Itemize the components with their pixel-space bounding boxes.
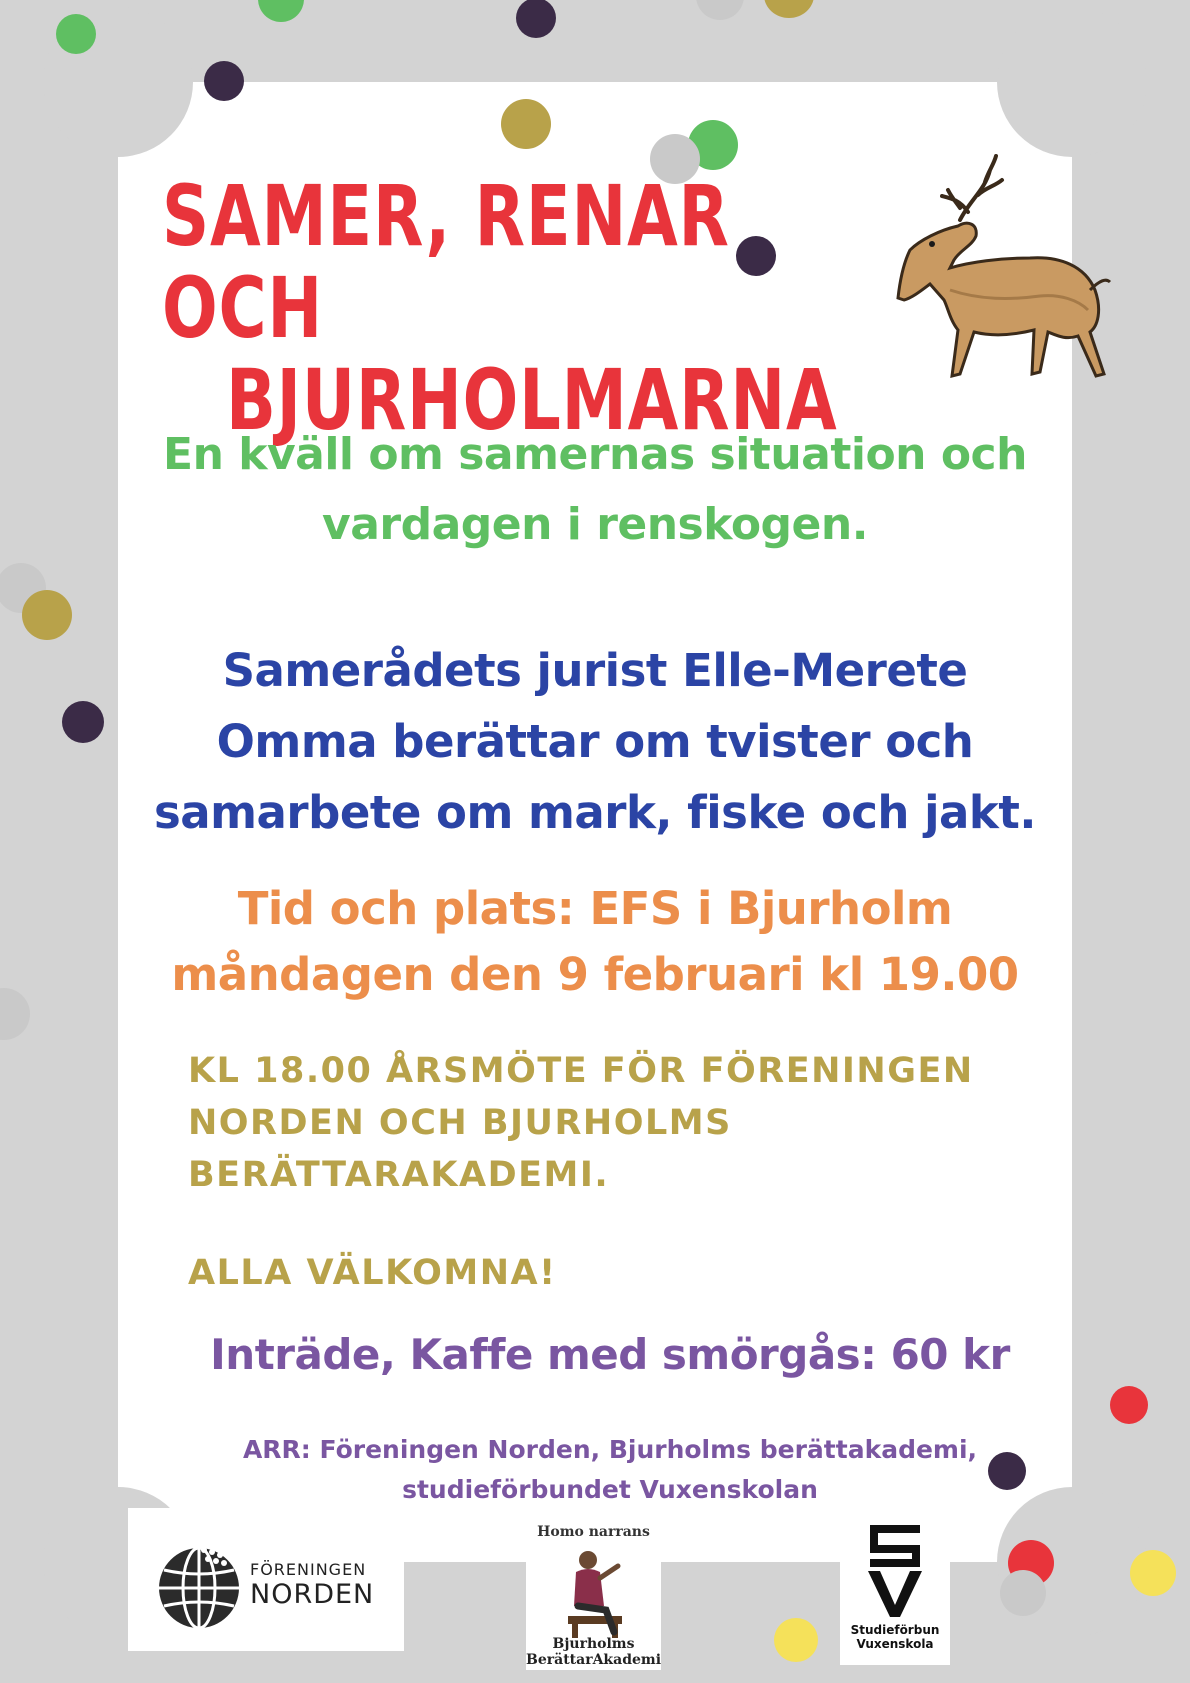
confetti-dot (62, 701, 104, 743)
confetti-dot (1130, 1550, 1176, 1596)
event-subtitle (118, 420, 1072, 560)
homo-logo-bottom (526, 1636, 661, 1668)
organizers-line-1: ARR: Föreningen Norden, Bjurholms berättakademi, (242, 1435, 978, 1464)
annual-meeting-line-2: NORDEN OCH BJURHOLMS (188, 1103, 732, 1143)
organizers (160, 1430, 1060, 1510)
page-title (162, 167, 838, 449)
storyteller-illustration (554, 1544, 634, 1639)
logo-bjurholms-berattarakademi (526, 1520, 661, 1670)
subtitle-line-1: En kväll om samernas situation och (163, 429, 1027, 480)
sv-logo-line-2: Vuxenskola (856, 1637, 934, 1651)
confetti-dot (22, 590, 72, 640)
speaker-description (118, 635, 1072, 848)
time-place-line-2: måndagen den 9 februari kl 19.00 (171, 948, 1019, 1001)
logo-studieforbundet-vuxenskolan (840, 1515, 950, 1665)
norden-logo-line-1: FÖRENINGEN (250, 1560, 367, 1579)
title-line-2: BJURHOLMARNA (225, 351, 838, 449)
homo-logo-top: Homo narrans (537, 1524, 650, 1540)
confetti-dot (501, 99, 551, 149)
homo-logo-bottom-2: BerättarAkademi (526, 1652, 662, 1668)
annual-meeting (188, 1045, 1028, 1299)
title-line-1: SAMER, RENAR OCH (162, 167, 730, 357)
confetti-dot (1000, 1570, 1046, 1616)
globe-icon (152, 1538, 246, 1632)
logo-foreningen-norden (128, 1508, 404, 1651)
confetti-dot (1110, 1386, 1148, 1424)
confetti-dot (516, 0, 556, 38)
speaker-line-1: Samerådets jurist Elle-Merete (222, 644, 968, 697)
norden-logo-text (250, 1560, 374, 1610)
confetti-dot (204, 61, 244, 101)
confetti-dot (696, 0, 744, 20)
confetti-dot (56, 14, 96, 54)
speaker-line-2: Omma berättar om tvister och (216, 715, 974, 768)
annual-meeting-line-3: BERÄTTARAKADEMI. (188, 1155, 610, 1195)
annual-meeting-line-1: KL 18.00 ÅRSMÖTE FÖR FÖRENINGEN (188, 1051, 974, 1091)
confetti-dot (258, 0, 304, 22)
speaker-line-3: samarbete om mark, fiske och jakt. (154, 786, 1036, 839)
time-place-line-1: Tid och plats: EFS i Bjurholm (237, 882, 953, 935)
welcome-text: ALLA VÄLKOMNA! (188, 1253, 557, 1293)
confetti-dot (774, 1618, 818, 1662)
card-notch-top-right (997, 7, 1147, 157)
homo-logo-bottom-1: Bjurholms (552, 1636, 635, 1652)
reindeer-illustration (890, 150, 1140, 410)
sv-logo-icon (862, 1519, 928, 1619)
sv-logo-line-1: Studieförbun (850, 1623, 940, 1637)
subtitle-line-2: vardagen i renskogen. (322, 499, 868, 550)
norden-logo-line-2: NORDEN (250, 1579, 375, 1610)
confetti-dot (764, 0, 814, 18)
organizers-line-2: studieförbundet Vuxenskolan (402, 1475, 818, 1504)
entry-price: Inträde, Kaffe med smörgås: 60 kr (210, 1330, 1010, 1379)
confetti-dot (0, 988, 30, 1040)
sv-logo-text (840, 1623, 950, 1651)
time-and-place (118, 876, 1072, 1008)
